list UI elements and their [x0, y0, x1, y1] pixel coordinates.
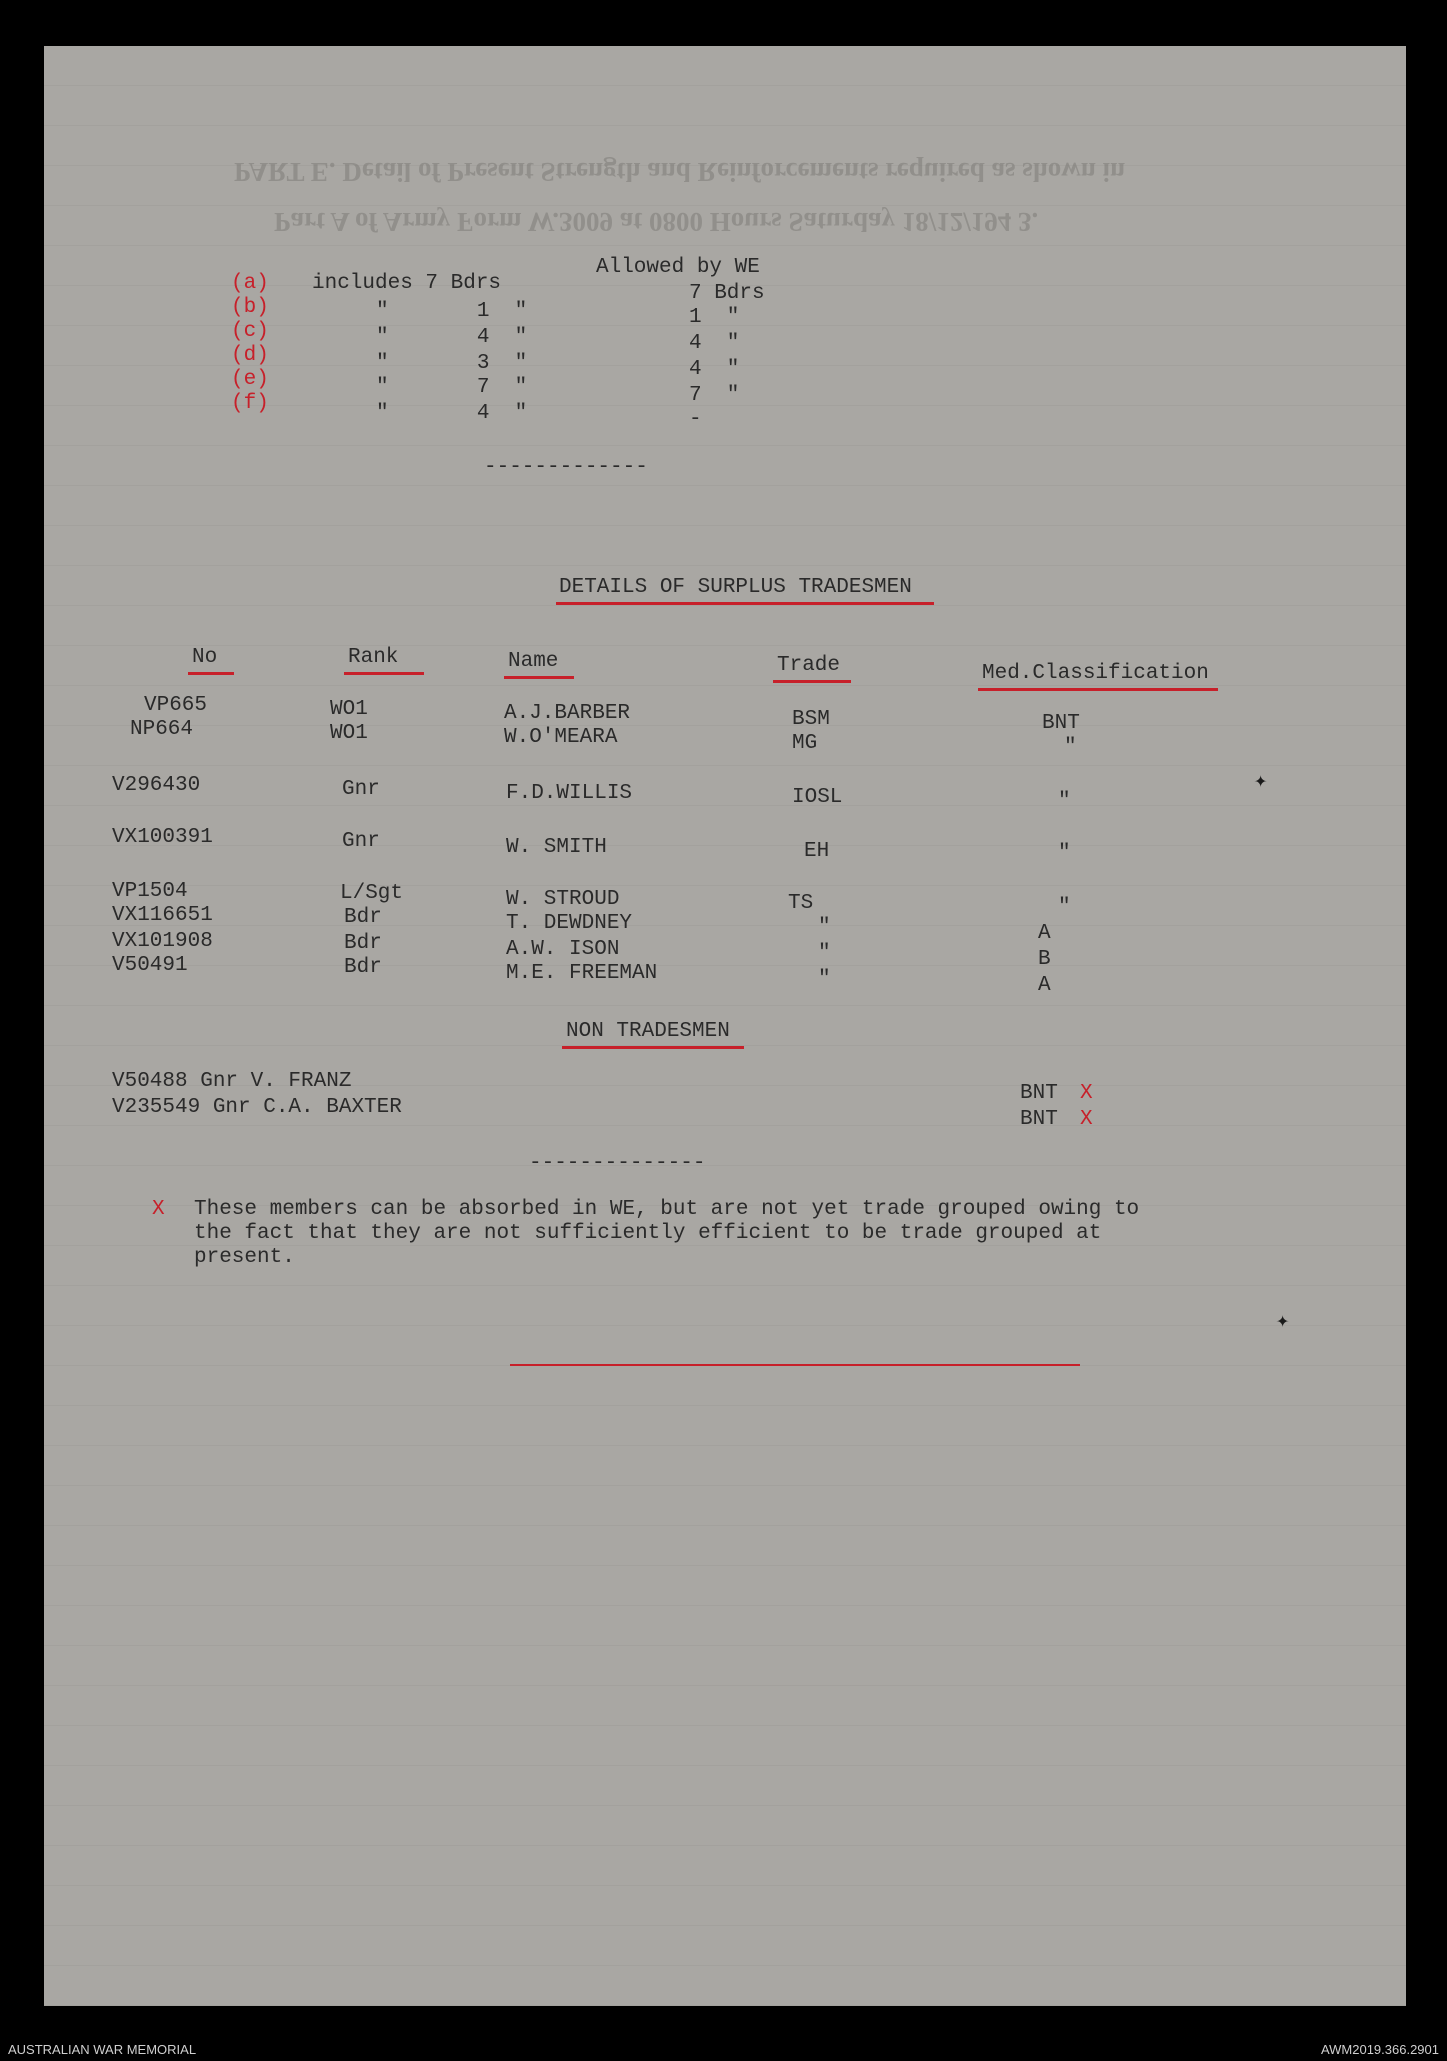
cell-rank: Bdr — [344, 932, 382, 955]
non-tradesman-entry: V235549 Gnr C.A. BAXTER — [112, 1096, 402, 1119]
allowed-by-we-label: Allowed by WE — [596, 256, 760, 279]
cell-rank: Gnr — [342, 830, 380, 853]
ink-blot: ✦ — [1276, 1309, 1290, 1334]
cell-no: V50491 — [112, 954, 188, 977]
col-med-underline — [978, 688, 1218, 691]
cell-rank: Gnr — [342, 778, 380, 801]
cell-name: T. DEWDNEY — [506, 912, 633, 935]
cell-no: VP665 — [144, 694, 208, 717]
divider-2: -------------- — [529, 1152, 706, 1175]
non-tradesman-med: BNT — [1020, 1108, 1058, 1131]
ghost-header-line-1: PART E. Detail of Present Strength and Reinforcements required as shown in — [234, 157, 1126, 187]
cell-med: " — [1058, 790, 1071, 813]
cell-med: " — [1064, 736, 1077, 759]
cell-no: VX116651 — [112, 904, 213, 927]
cell-rank: WO1 — [330, 722, 368, 745]
ink-blot: ✦ — [1254, 769, 1268, 794]
cell-name: W. SMITH — [506, 836, 607, 859]
col-trade-underline — [773, 680, 851, 683]
cell-name: A.J.BARBER — [504, 702, 631, 725]
cell-trade: IOSL — [792, 786, 843, 809]
non-tradesman-entry: V50488 Gnr V. FRANZ — [112, 1070, 352, 1093]
surplus-title: DETAILS OF SURPLUS TRADESMEN — [559, 576, 912, 599]
cell-med: B — [1038, 948, 1051, 971]
cell-no: VP1504 — [112, 880, 188, 903]
include-text-c: " 4 " — [376, 326, 528, 349]
non-tradesmen-underline — [562, 1046, 744, 1049]
include-text-d: " 3 " — [376, 352, 528, 375]
include-text-a: includes 7 Bdrs — [312, 272, 502, 295]
col-rank-underline — [344, 672, 424, 675]
cell-med: BNT — [1042, 712, 1080, 735]
closing-rule — [510, 1364, 1080, 1366]
ghost-header-line-2: Part A of Army Form W.3009 at 0800 Hours Saturday 18/12/194 3. — [274, 207, 1039, 237]
col-rank: Rank — [348, 646, 399, 669]
cell-no: VX100391 — [112, 826, 213, 849]
non-tradesman-med: BNT — [1020, 1082, 1058, 1105]
cell-trade: " — [818, 916, 831, 939]
cell-trade: TS — [788, 892, 814, 915]
include-key-a: (a) — [231, 272, 269, 295]
cell-trade: MG — [792, 732, 818, 755]
non-tradesman-mark: X — [1080, 1108, 1093, 1131]
cell-trade: EH — [804, 840, 830, 863]
footer-left: AUSTRALIAN WAR MEMORIAL — [8, 2042, 197, 2057]
note-mark: X — [152, 1198, 165, 1221]
divider-1: ------------- — [484, 456, 648, 479]
include-we-f: - — [689, 408, 702, 431]
col-name: Name — [508, 650, 559, 673]
include-key-e: (e) — [231, 368, 269, 391]
include-text-f: " 4 " — [376, 402, 528, 425]
col-name-underline — [504, 676, 574, 679]
cell-med: A — [1038, 922, 1051, 945]
cell-rank: Bdr — [344, 956, 382, 979]
include-we-d: 4 " — [689, 358, 740, 381]
cell-name: M.E. FREEMAN — [506, 962, 658, 985]
cell-med: " — [1058, 896, 1071, 919]
cell-rank: L/Sgt — [340, 882, 404, 905]
cell-med: A — [1038, 974, 1051, 997]
include-we-b: 1 " — [689, 306, 740, 329]
include-key-d: (d) — [231, 344, 269, 367]
cell-trade: BSM — [792, 708, 830, 731]
cell-rank: WO1 — [330, 698, 368, 721]
col-med: Med.Classification — [982, 662, 1209, 685]
cell-no: NP664 — [130, 718, 194, 741]
include-key-f: (f) — [231, 392, 269, 415]
cell-rank: Bdr — [344, 906, 382, 929]
non-tradesmen-title: NON TRADESMEN — [566, 1020, 730, 1043]
surplus-title-underline — [556, 602, 934, 605]
footer-right: AWM2019.366.2901 — [1320, 2042, 1439, 2057]
include-text-e: " 7 " — [376, 376, 528, 399]
cell-no: V296430 — [112, 774, 201, 797]
include-we-e: 7 " — [689, 384, 740, 407]
note-line-1: These members can be absorbed in WE, but are not yet trade grouped owing to — [194, 1198, 1140, 1221]
cell-name: W. STROUD — [506, 888, 620, 911]
note-line-3: present. — [194, 1246, 295, 1269]
cell-trade: " — [818, 942, 831, 965]
non-tradesman-mark: X — [1080, 1082, 1093, 1105]
col-no-underline — [188, 672, 234, 675]
cell-med: " — [1058, 842, 1071, 865]
note-line-2: the fact that they are not sufficiently efficient to be trade grouped at — [194, 1222, 1102, 1245]
cell-no: VX101908 — [112, 930, 213, 953]
cell-name: A.W. ISON — [506, 938, 620, 961]
cell-name: W.O'MEARA — [504, 726, 618, 749]
col-no: No — [192, 646, 218, 669]
include-key-c: (c) — [231, 320, 269, 343]
col-trade: Trade — [777, 654, 841, 677]
cell-trade: " — [818, 968, 831, 991]
document-page — [44, 46, 1406, 2006]
include-text-b: " 1 " — [376, 300, 528, 323]
include-key-b: (b) — [231, 296, 269, 319]
include-we-c: 4 " — [689, 332, 740, 355]
allowed-bdrs-label: 7 Bdrs — [689, 282, 765, 305]
cell-name: F.D.WILLIS — [506, 782, 633, 805]
